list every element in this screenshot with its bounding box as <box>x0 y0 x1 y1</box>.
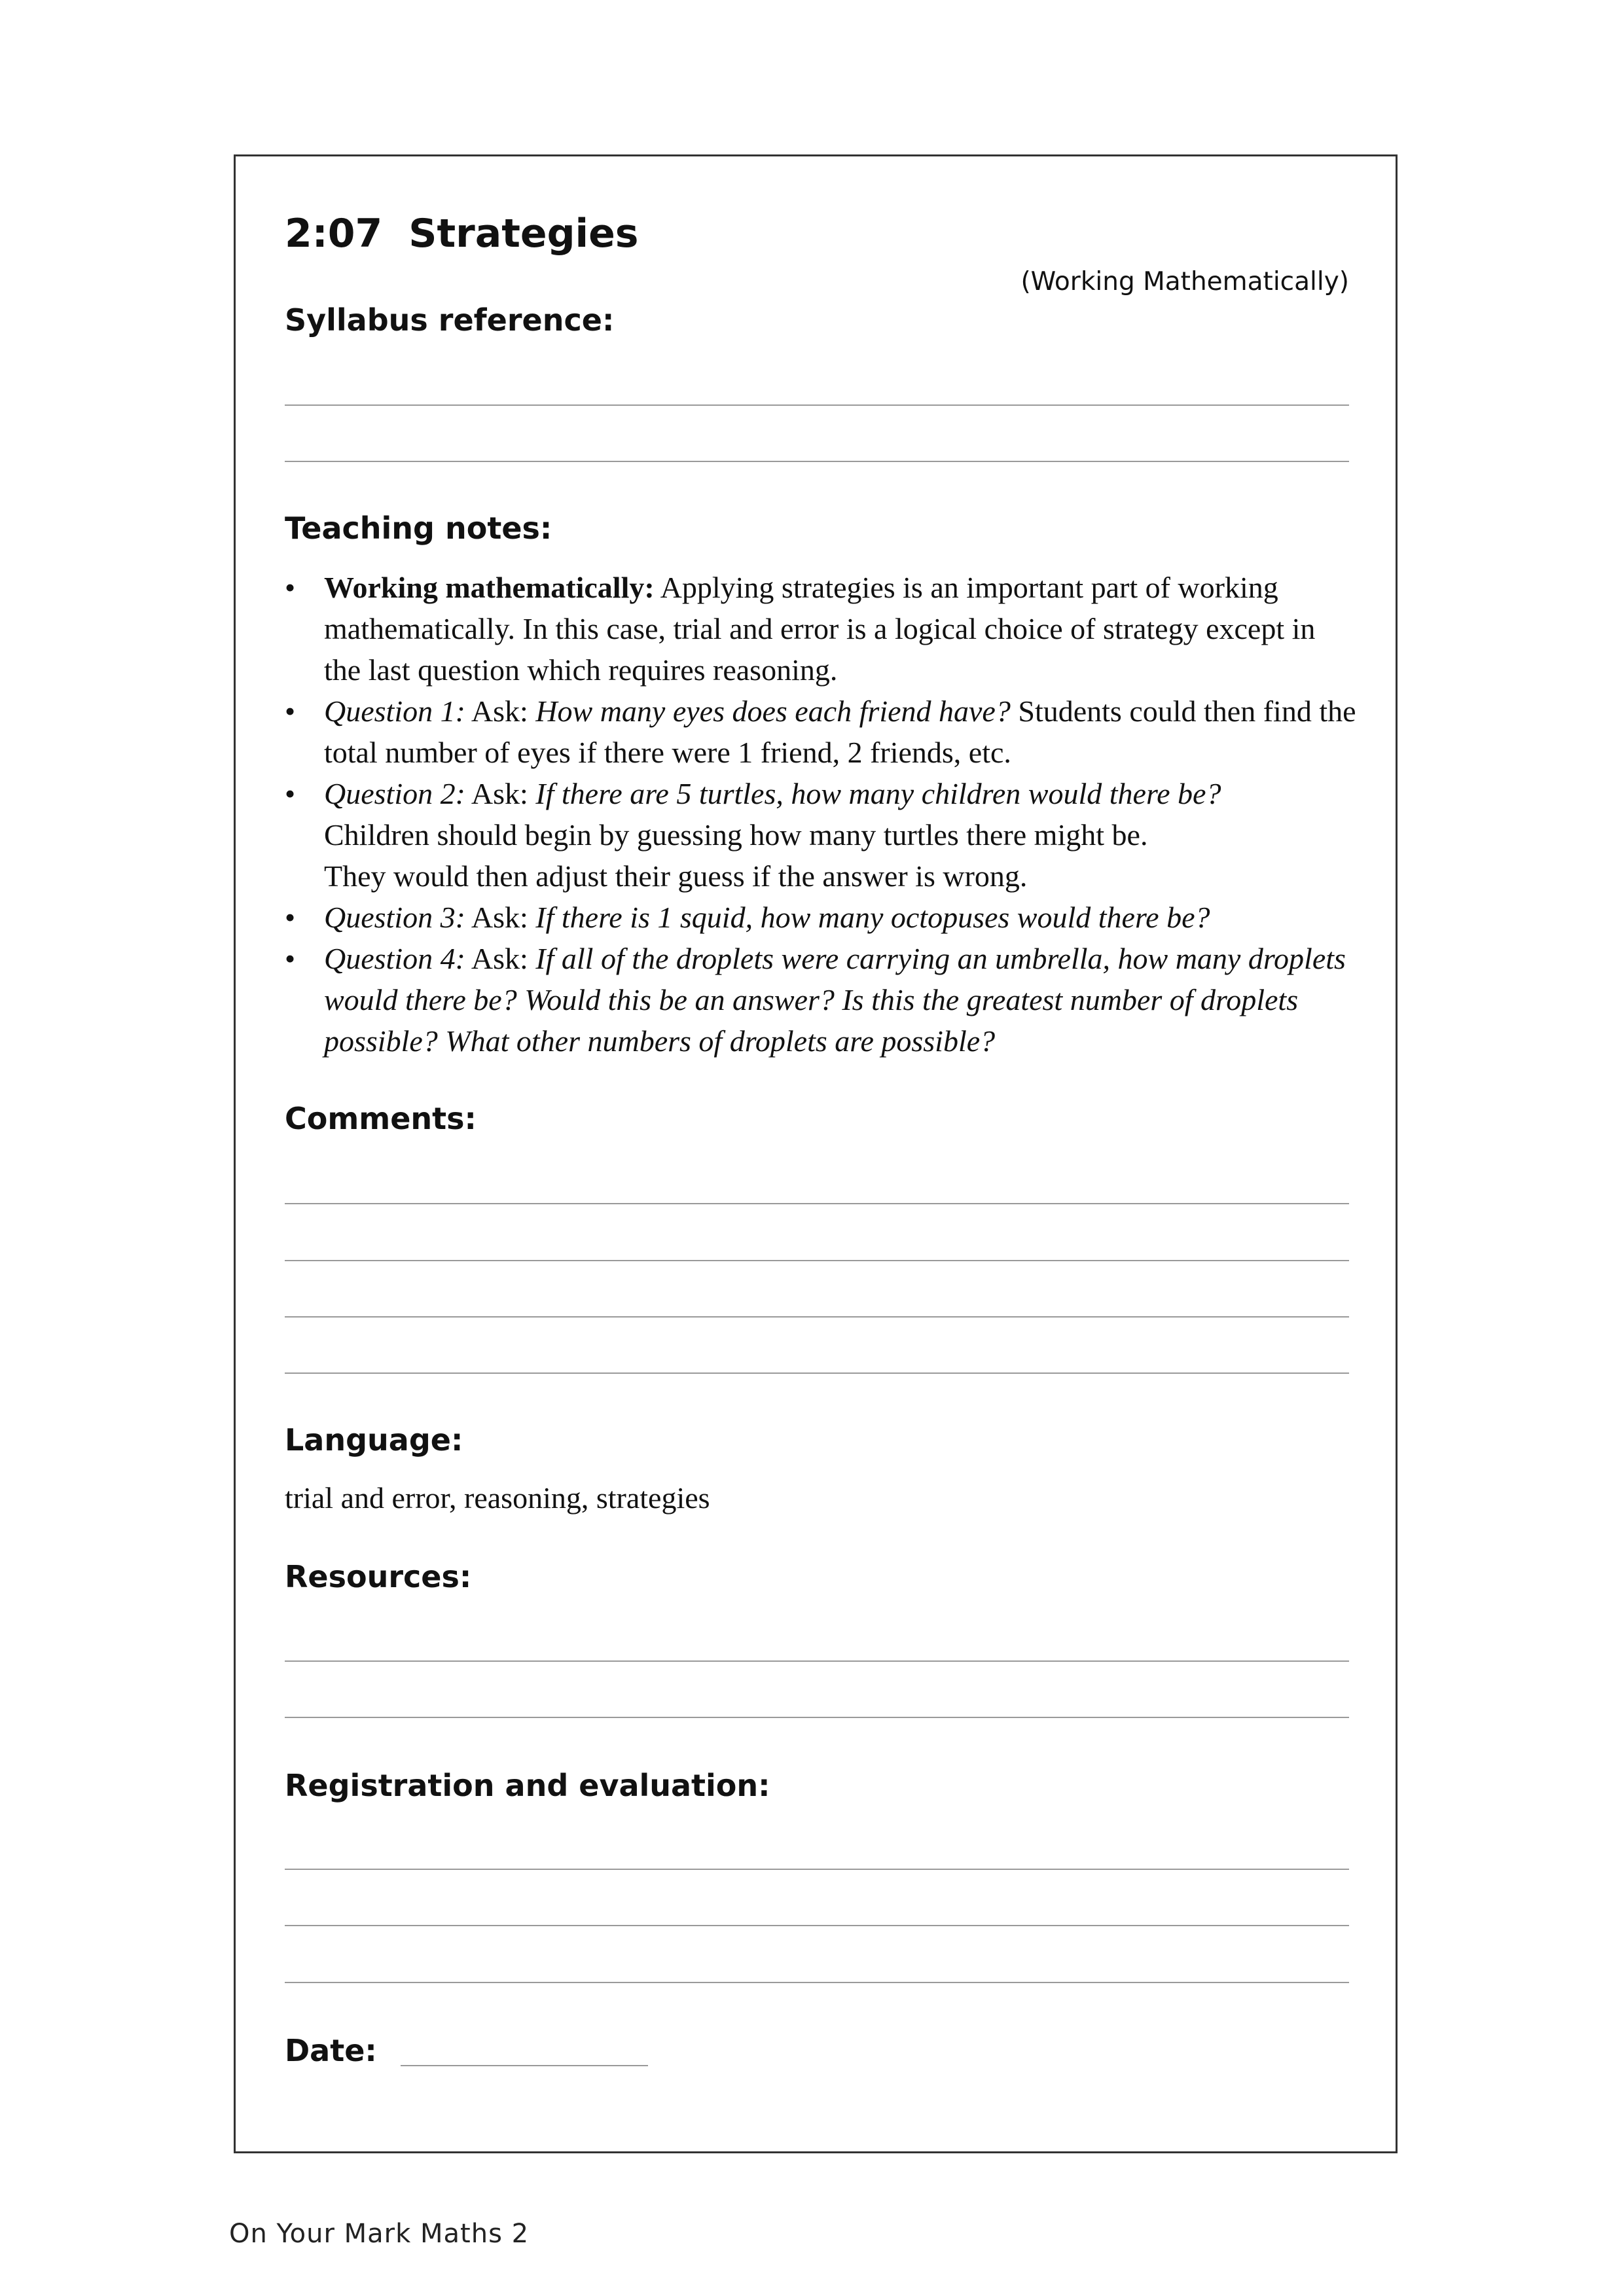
note-text: They would then adjust their guess if the answer is wrong. <box>324 859 1028 893</box>
date-line <box>401 2065 648 2066</box>
language-text: trial and error, reasoning, strategies <box>285 1481 710 1515</box>
ask-label: Ask: <box>465 694 536 728</box>
teaching-note-item <box>285 567 1358 691</box>
note-lead: Working mathematically: <box>324 571 655 604</box>
bullet-icon: • <box>285 901 296 934</box>
comments-heading: Comments: <box>285 1101 477 1136</box>
page-frame <box>234 154 1398 2153</box>
syllabus-heading: Syllabus reference: <box>285 302 615 338</box>
footer-text: On Your Mark Maths 2 <box>229 2219 530 2249</box>
teaching-note-item <box>285 691 1358 773</box>
question-prompt: If there is 1 squid, how many octopuses would there be? <box>535 901 1210 934</box>
registration-line-2 <box>285 1925 1349 1926</box>
registration-line-1 <box>285 1869 1349 1870</box>
teaching-note-item <box>285 773 1358 897</box>
teaching-notes-list <box>285 567 1358 1062</box>
bullet-icon: • <box>285 777 296 810</box>
registration-line-3 <box>285 1982 1349 1983</box>
question-label: Question 3: <box>324 901 465 934</box>
ask-label: Ask: <box>465 777 536 810</box>
comments-line-3 <box>285 1316 1349 1318</box>
section-number: 2:07 <box>285 211 383 257</box>
note-text: Students could then find the total number of eyes if there were 1 friend, 2 friends, etc. <box>324 694 1356 769</box>
syllabus-line-2 <box>285 461 1349 462</box>
ask-label: Ask: <box>465 901 536 934</box>
teaching-note-item <box>285 897 1358 938</box>
comments-line-2 <box>285 1260 1349 1261</box>
note-text: Children should begin by guessing how many turtles there might be. <box>324 818 1148 852</box>
language-heading: Language: <box>285 1422 463 1458</box>
question-prompt: How many eyes does each friend have? <box>535 694 1011 728</box>
resources-heading: Resources: <box>285 1559 472 1594</box>
bullet-icon: • <box>285 571 296 604</box>
comments-line-4 <box>285 1372 1349 1374</box>
teaching-note-item <box>285 938 1358 1062</box>
note-text: Applying strategies is an important part of working mathematically. In this case, trial and error is a logical choice of strategy except in the last question which requires reasoning. <box>324 571 1316 687</box>
question-label: Question 2: <box>324 777 465 810</box>
section-title: Strategies <box>408 211 639 257</box>
date-heading: Date: <box>285 2033 377 2068</box>
syllabus-line-1 <box>285 404 1349 406</box>
question-prompt: If there are 5 turtles, how many children would there be? <box>535 777 1221 810</box>
comments-line-1 <box>285 1203 1349 1204</box>
ask-label: Ask: <box>465 942 536 975</box>
strand-label: (Working Mathematically) <box>1020 267 1349 296</box>
teaching-notes-heading: Teaching notes: <box>285 511 552 546</box>
question-label: Question 4: <box>324 942 465 975</box>
bullet-icon: • <box>285 694 296 728</box>
registration-heading: Registration and evaluation: <box>285 1768 770 1803</box>
resources-line-1 <box>285 1660 1349 1662</box>
bullet-icon: • <box>285 942 296 975</box>
question-label: Question 1: <box>324 694 465 728</box>
question-prompt: If all of the droplets were carrying an umbrella, how many droplets would there be? Would this be an answer? Is this the greatest number of droplets possible? What other numbers of droplets are possible? <box>324 942 1346 1058</box>
page-title <box>285 211 639 257</box>
resources-line-2 <box>285 1717 1349 1718</box>
